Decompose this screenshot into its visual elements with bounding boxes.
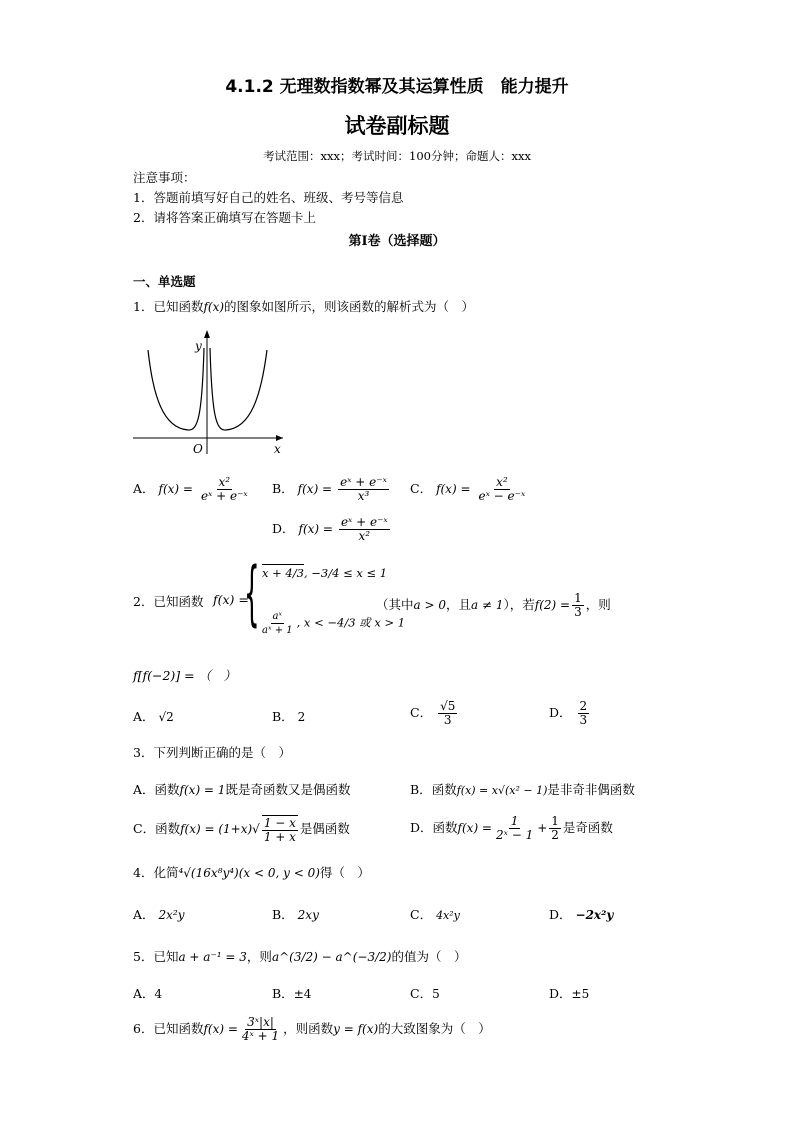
volume-heading: 第I卷（选择题） <box>348 234 446 249</box>
q4-option-b[interactable]: B． 2xy <box>272 907 319 922</box>
function-graph <box>133 326 289 456</box>
q1-option-a[interactable]: A． f(x) = $\frac{\text{x²}}{\text{eˣ + e⁻ˣ}}$ <box>133 475 248 503</box>
q3-stem: 3．下列判断正确的是（ ） <box>133 745 291 760</box>
q2-option-b[interactable]: B． 2 <box>272 709 306 724</box>
q1-option-d[interactable]: D． f(x) = $\frac{\text{eˣ + e⁻ˣ}}{\text{x²}}$ <box>272 515 388 543</box>
q4-option-d[interactable]: D． −2x²y <box>549 907 614 922</box>
q5-option-d[interactable]: D．±5 <box>549 986 590 1001</box>
q3-option-c[interactable]: C．函数f(x) = (1+x)√ $\frac{1 - x}{1 + x}$ 是偶函数 <box>133 816 350 844</box>
part-heading: 一、单选题 <box>133 274 196 289</box>
q5-option-a[interactable]: A．4 <box>133 986 163 1001</box>
x-axis-label: x <box>274 442 281 456</box>
q2-ask: f[f(−2)] = （ ） <box>133 668 237 683</box>
y-axis-arrow <box>204 330 210 338</box>
curve-right <box>210 348 267 430</box>
q2-case-1: x + 4/3, −3/4 ≤ x ≤ 1 <box>262 566 388 580</box>
document-subtitle: 试卷副标题 <box>344 114 450 138</box>
exam-meta: 考试范围：xxx；考试时间：100分钟；命题人：xxx <box>263 149 531 163</box>
q2-option-c[interactable]: C． $\frac{√5}{3}$ <box>410 699 456 727</box>
q4-option-c[interactable]: C． 4x²y <box>410 907 460 922</box>
y-axis-label: y <box>195 339 202 353</box>
x-axis-arrow <box>276 435 283 441</box>
q4-option-a[interactable]: A． 2x²y <box>133 907 185 922</box>
q2-prefix: 2．已知函数 <box>133 594 204 609</box>
document-title: 4.1.2 无理数指数幂及其运算性质 能力提升 <box>225 77 569 97</box>
q4-stem: 4．化简⁴√(16x⁸y⁴)(x < 0, y < 0)得（ ） <box>133 865 370 880</box>
q1-option-c[interactable]: C． f(x) = $\frac{\text{x²}}{\text{eˣ − e⁻ˣ}}$ <box>410 475 526 503</box>
q6-stem: 6．已知函数f(x) = $\frac{\text{3ˣ|x|}}{\text{4ˣ + 1}}$ ，则函数y = f(x)的大致图象为（ ） <box>133 1015 491 1043</box>
q2-option-a[interactable]: A． √2 <box>133 709 174 724</box>
q5-option-b[interactable]: B．±4 <box>272 986 312 1001</box>
q1-option-b[interactable]: B． f(x) = $\frac{\text{eˣ + e⁻ˣ}}{\text{x³}}$ <box>272 475 387 503</box>
q2-option-d[interactable]: D． $\frac{2}{3}$ <box>549 699 588 727</box>
q2-case-2: $\frac{\text{aˣ}}{\text{aˣ + 1}}$ , x < −4/3 或 x > 1 <box>262 611 406 636</box>
notes-item-1: 1．答题前填写好自己的姓名、班级、考号等信息 <box>133 190 404 205</box>
q1-stem: 1．已知函数f(x)的图象如图所示，则该函数的解析式为（ ） <box>133 299 475 314</box>
q2-brace: { <box>244 552 260 634</box>
curve-left <box>148 348 204 430</box>
q3-option-d[interactable]: D．函数f(x) = $\frac{1}{\text{2ˣ − 1}}$ + $\frac{1}{2}$ 是奇函数 <box>410 814 613 842</box>
q2-lhs: f(x) = <box>213 592 249 607</box>
notes-item-2: 2．请将答案正确填写在答题卡上 <box>133 210 316 225</box>
q3-option-b[interactable]: B．函数f(x) = x√(x² − 1)是非奇非偶函数 <box>410 782 635 797</box>
notes-heading: 注意事项： <box>133 170 196 185</box>
q3-option-a[interactable]: A．函数f(x) = 1既是奇函数又是偶函数 <box>133 782 351 797</box>
q5-stem: 5．已知a + a⁻¹ = 3，则a^(3/2) − a^(−3/2)的值为（ ） <box>133 949 467 964</box>
q2-condition: （其中a > 0，且a ≠ 1），若f(2) = $\frac{1}{3}$ ，则 <box>376 591 611 619</box>
q5-option-c[interactable]: C．5 <box>410 986 440 1001</box>
origin-label: O <box>193 442 203 456</box>
